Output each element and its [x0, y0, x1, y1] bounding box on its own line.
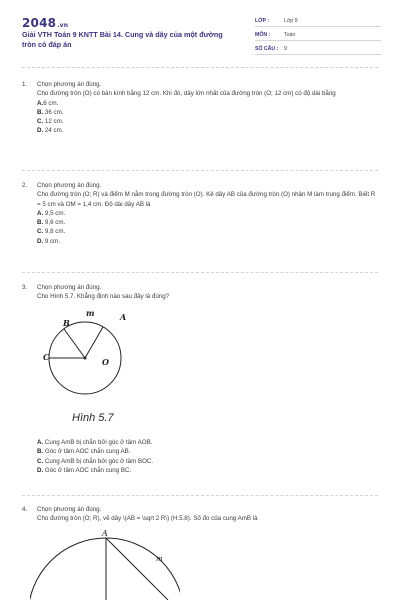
meta-count-value: 9: [284, 46, 287, 52]
question-text: Cho đường tròn (O; R), vẽ dây \(AB = \sqrt 2 R\) (H.5.8). Số đo của cung AmB là: [37, 515, 258, 523]
question-separator: [22, 272, 378, 273]
option-d[interactable]: D. 9 cm.: [37, 237, 61, 245]
meta-class-key: LỚP :: [255, 18, 270, 24]
option-a[interactable]: A. Cung AmB bị chắn bởi góc ở tâm AOB.: [37, 439, 153, 446]
label-a: A: [120, 312, 127, 322]
option-c[interactable]: C. Cung AmB bị chắn bởi góc ở tâm BOC.: [37, 457, 154, 465]
meta-count-key: SỐ CÂU :: [255, 46, 279, 52]
option-c[interactable]: C. 9,8 cm.: [37, 228, 66, 236]
option-d[interactable]: D. 24 cm.: [37, 127, 64, 135]
chord-ab: [106, 538, 168, 600]
question-number: 1.: [22, 81, 28, 88]
label-m: m: [86, 308, 95, 318]
question-4: [22, 505, 378, 524]
label-a: A: [102, 529, 108, 538]
option-b[interactable]: B. 36 cm.: [37, 108, 64, 116]
logo-suffix: .vn: [57, 22, 69, 29]
label-m: m: [156, 555, 163, 563]
option-b[interactable]: B. 9,6 cm.: [37, 219, 66, 227]
meta-class: [255, 14, 381, 27]
question-separator: [22, 170, 378, 171]
segment-oa: [85, 327, 103, 358]
option-c[interactable]: C. 12 cm.: [37, 118, 64, 126]
figure-5-7: [30, 303, 140, 395]
question-text: Cho Hình 5.7. Khẳng định nào sau đây là đúng?: [37, 293, 170, 301]
site-logo[interactable]: [22, 16, 68, 30]
meta-subject-key: MÔN :: [255, 32, 271, 38]
question-number: 3.: [22, 284, 28, 291]
question-instruction: Chọn phương án đúng.: [37, 284, 102, 291]
question-instruction: Chọn phương án đúng.: [37, 81, 102, 88]
question-separator: [22, 495, 378, 496]
segment-ob: [64, 329, 85, 358]
question-3-options: [22, 438, 378, 475]
document-title: Giải VTH Toán 9 KNTT Bài 14. Cung và dây của một đường tròn có đáp án: [22, 30, 223, 49]
option-a[interactable]: A.6 cm.: [37, 99, 59, 107]
question-2: [22, 181, 378, 246]
meta-count: [255, 42, 381, 55]
circle-o: [30, 538, 180, 600]
question-text: Cho đường tròn (O; R) và điểm M nằm trong đường tròn (O). Kẻ dây AB của đường tròn (O) nhận M làm trung điểm. Biết R = 5 cm và OM = 1,4 cm. Độ dài dây AB là: [37, 191, 376, 208]
question-3: [22, 283, 378, 302]
question-number: 2.: [22, 182, 28, 189]
figure-5-8: [30, 528, 180, 600]
meta-class-value: Lớp 9: [284, 18, 298, 24]
document-header: [0, 0, 400, 66]
meta-subject-value: Toán: [284, 32, 296, 38]
label-o: O: [102, 357, 109, 367]
meta-subject: [255, 28, 381, 41]
logo-main: 2048: [22, 16, 57, 30]
option-b[interactable]: B. Góc ở tâm AOC chắn cung AB.: [37, 448, 131, 456]
figure-caption: Hình 5.7: [72, 412, 114, 424]
question-1: [22, 80, 378, 136]
point-o: [84, 357, 87, 360]
option-a[interactable]: A. 9,5 cm.: [37, 209, 66, 217]
question-instruction: Chọn phương án đúng.: [37, 506, 102, 513]
label-b: B: [63, 318, 70, 328]
question-number: 4.: [22, 506, 28, 513]
label-c: C: [43, 352, 50, 362]
option-d[interactable]: D. Góc ở tâm AOC chắn cung BC.: [37, 466, 132, 474]
question-instruction: Chọn phương án đúng.: [37, 182, 102, 189]
header-divider: [22, 67, 378, 68]
question-text: Cho đường tròn (O) có bán kính bằng 12 cm. Khi đó, dây lớn nhất của đường tròn (O; 12 cm) có độ dài bằng: [37, 90, 336, 98]
